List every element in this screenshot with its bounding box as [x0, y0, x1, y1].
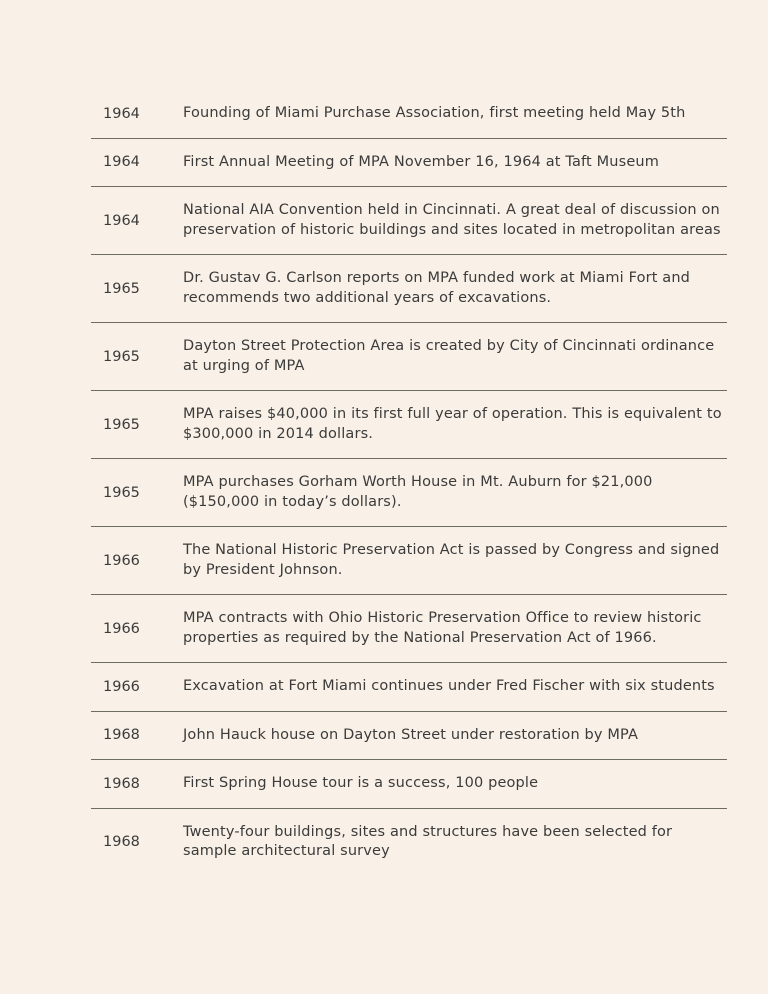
event-year: 1966: [103, 620, 140, 637]
event-year: 1968: [103, 775, 140, 792]
event-year: 1968: [103, 834, 140, 850]
event-year: 1965: [103, 484, 140, 501]
event-description: The National Historic Preservation Act is passed by Congress and signed by President Johnson.: [183, 542, 720, 578]
timeline-row: [91, 663, 727, 712]
event-description: National AIA Convention held in Cincinnati. A great deal of discussion on preservation of historic buildings and sites located in metropolitan areas: [183, 202, 721, 238]
timeline-row: [91, 323, 727, 391]
timeline-row: [91, 760, 727, 809]
timeline-row: [91, 809, 727, 876]
event-description: Excavation at Fort Miami continues under Fred Fischer with six students: [183, 678, 715, 694]
event-description: First Spring House tour is a success, 100 people: [183, 775, 539, 791]
timeline-row: [91, 90, 727, 139]
event-year: 1964: [103, 212, 140, 229]
timeline-row: [91, 712, 727, 761]
event-description: John Hauck house on Dayton Street under restoration by MPA: [183, 726, 639, 743]
event-year: 1965: [103, 348, 140, 365]
timeline-table: [91, 90, 727, 876]
event-description: Founding of Miami Purchase Association, first meeting held May 5th: [183, 105, 686, 121]
timeline-row: [91, 459, 727, 527]
event-description: First Annual Meeting of MPA November 16, 1964 at Taft Museum: [183, 153, 660, 170]
timeline-row: [91, 187, 727, 255]
event-year: 1968: [103, 727, 140, 744]
event-year: 1964: [103, 154, 140, 171]
event-description: Twenty-four buildings, sites and structures have been selected for sample architectural survey: [183, 823, 673, 859]
event-year: 1965: [103, 416, 140, 433]
timeline-row: [91, 595, 727, 663]
event-year: 1966: [103, 552, 140, 569]
event-description: MPA raises $40,000 in its first full year of operation. This is equivalent to $300,000 in 2014 dollars.: [183, 406, 722, 442]
event-year: 1964: [103, 105, 140, 122]
timeline-row: [91, 139, 727, 188]
event-description: MPA contracts with Ohio Historic Preservation Office to review historic properties as required by the National Preservation Act of 1966.: [183, 610, 702, 646]
event-description: Dr. Gustav G. Carlson reports on MPA funded work at Miami Fort and recommends two additional years of excavations.: [183, 270, 691, 306]
event-description: Dayton Street Protection Area is created by City of Cincinnati ordinance at urging of MPA: [183, 338, 715, 374]
timeline-row: [91, 391, 727, 459]
event-description: MPA purchases Gorham Worth House in Mt. Auburn for $21,000 ($150,000 in today’s dollars).: [183, 474, 653, 510]
timeline-row: [91, 527, 727, 595]
event-year: 1966: [103, 678, 140, 695]
timeline-row: [91, 255, 727, 323]
event-year: 1965: [103, 280, 140, 297]
